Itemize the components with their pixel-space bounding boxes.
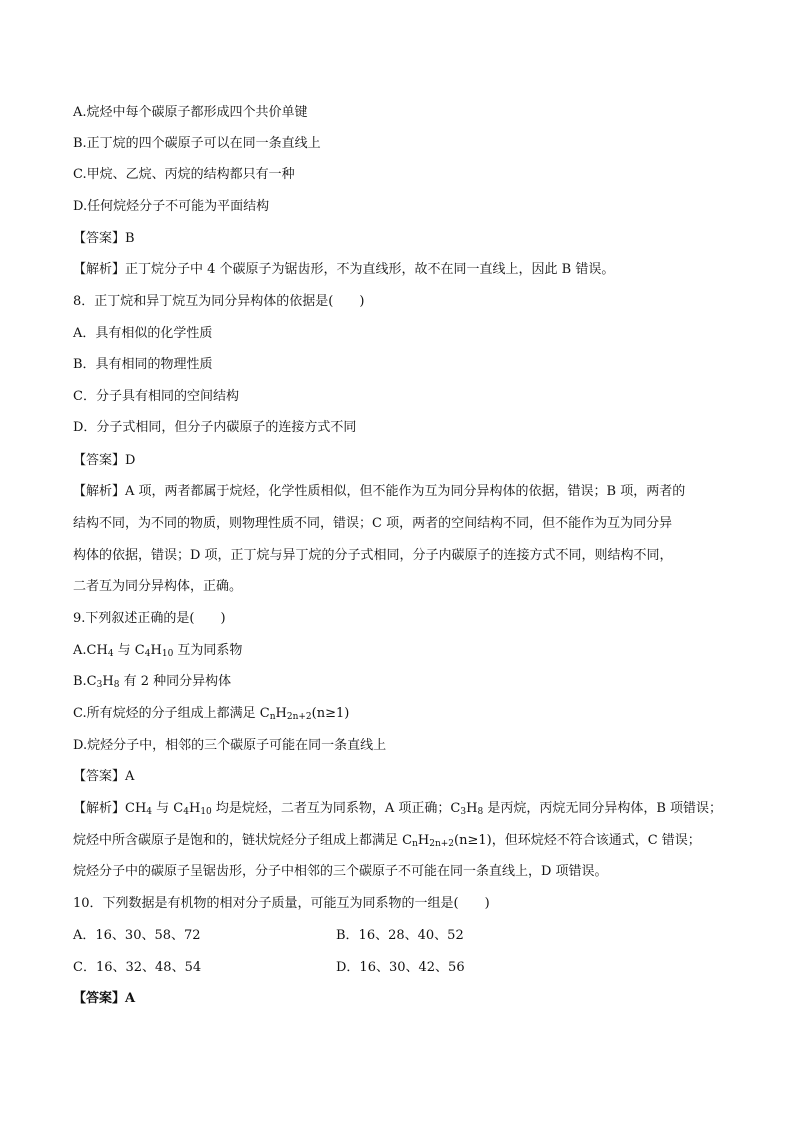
q9-option-c-text: C.所有烷烃的分子组成上都满足 C [73,706,270,721]
subscript: n [412,839,418,849]
q8-option-a: A．具有相似的化学性质 [73,326,213,341]
q9-analysis-text: 均是烷烃，二者互为同系物，A 项正确；C [211,801,461,816]
q9-analysis-text: 与 C [152,801,184,816]
q9-analysis-text: H [188,801,201,816]
q9-option-a-text: 与 C [113,643,145,658]
q8-option-c: C．分子具有相同的空间结构 [73,389,239,404]
q8-analysis-line-2: 结构不同，为不同的物质，则物理性质不同，错误；C 项，两者的空间结构不同，但不能作为互为同分异 [73,516,673,531]
q8-analysis-line-3: 构体的依据，错误；D 项，正丁烷与异丁烷的分子式相同，分子内碳原子的连接方式不同，则结构不同， [73,548,673,563]
q9-analysis-text: H [466,801,478,816]
q7-option-c: C.甲烷、乙烷、丙烷的结构都只有一种 [73,167,295,182]
subscript: 10 [161,649,174,659]
q10-answer: 【答案】A [73,991,136,1006]
subscript: 8 [113,680,120,690]
q10-option-d: D．16、30、42、56 [336,960,465,975]
q10-option-c: C．16、32、48、54 [73,960,202,975]
q9-stem: 9.下列叙述正确的是( ) [73,611,226,626]
q9-analysis-text: 【解析】CH [73,801,147,816]
subscript: 3 [96,680,103,690]
q7-option-a: A.烷烃中每个碳原子都形成四个共价单键 [73,105,308,120]
q8-answer: 【答案】D [73,453,136,468]
q9-answer: 【答案】A [73,769,135,784]
subscript: 3 [460,807,467,817]
q9-option-b [73,674,231,690]
subscript: 4 [146,807,153,817]
q9-option-b-text: 有 2 种同分异构体 [119,674,232,689]
q8-stem: 8．正丁烷和异丁烷互为同分异构体的依据是( ) [73,294,365,309]
subscript: 4 [144,649,151,659]
q9-analysis-text: H [417,833,430,848]
q8-option-d: D．分子式相同，但分子内碳原子的连接方式不同 [73,420,357,435]
q9-option-b-text: B.C [73,674,97,689]
q8-analysis-line-4: 二者互为同分异构体，正确。 [73,579,243,594]
q9-analysis-text: 烷烃中所含碳原子是饱和的，链状烷烃分子组成上都满足 C [73,833,413,848]
subscript: 8 [477,807,484,817]
q7-option-d: D.任何烷烃分子不可能为平面结构 [73,199,270,214]
q8-option-b: B．具有相同的物理性质 [73,357,213,372]
q10-option-a: A．16、30、58、72 [73,928,201,943]
q9-option-d: D.烷烃分子中，相邻的三个碳原子可能在同一条直线上 [73,738,387,753]
q9-analysis-text: (n≥1)，但环烷烃不符合该通式，C 错误； [454,833,701,848]
q9-analysis-text: 是丙烷，丙烷无同分异构体，B 项错误； [483,801,723,816]
q9-option-a-text: A.CH [73,643,108,658]
q9-option-a-text: H [150,643,162,658]
q9-analysis-line-3: 烷烃分子中的碳原子呈锯齿形，分子中相邻的三个碳原子不可能在同一条直线上，D 项错误。 [73,864,608,879]
q9-option-c-text: (n≥1) [311,706,350,721]
subscript: 2n+2 [429,839,455,849]
q7-answer: 【答案】B [73,231,135,246]
subscript: 4 [183,807,189,817]
q9-option-c [73,706,349,722]
subscript: 2n+2 [286,712,312,722]
subscript: 4 [107,649,114,659]
q10-option-b: B．16、28、40、52 [336,928,464,943]
q9-analysis-line-1 [73,801,722,817]
q9-option-c-text: H [275,706,287,721]
subscript: n [269,712,276,722]
q9-option-a [73,643,242,659]
q9-analysis-line-2 [73,833,701,849]
q7-option-b: B.正丁烷的四个碳原子可以在同一条直线上 [73,136,321,151]
q9-option-b-text: H [102,674,114,689]
q9-option-a-text: 互为同系物 [173,643,243,658]
q10-stem: 10．下列数据是有机物的相对分子质量，可能互为同系物的一组是( ) [73,896,490,911]
subscript: 10 [200,807,212,817]
q7-analysis: 【解析】正丁烷分子中 4 个碳原子为锯齿形，不为直线形，故不在同一直线上，因此 B 错误。 [73,262,615,277]
q8-analysis-line-1: 【解析】A 项，两者都属于烷烃，化学性质相似，但不能作为互为同分异构体的依据，错误；B 项，两者的 [73,484,686,499]
